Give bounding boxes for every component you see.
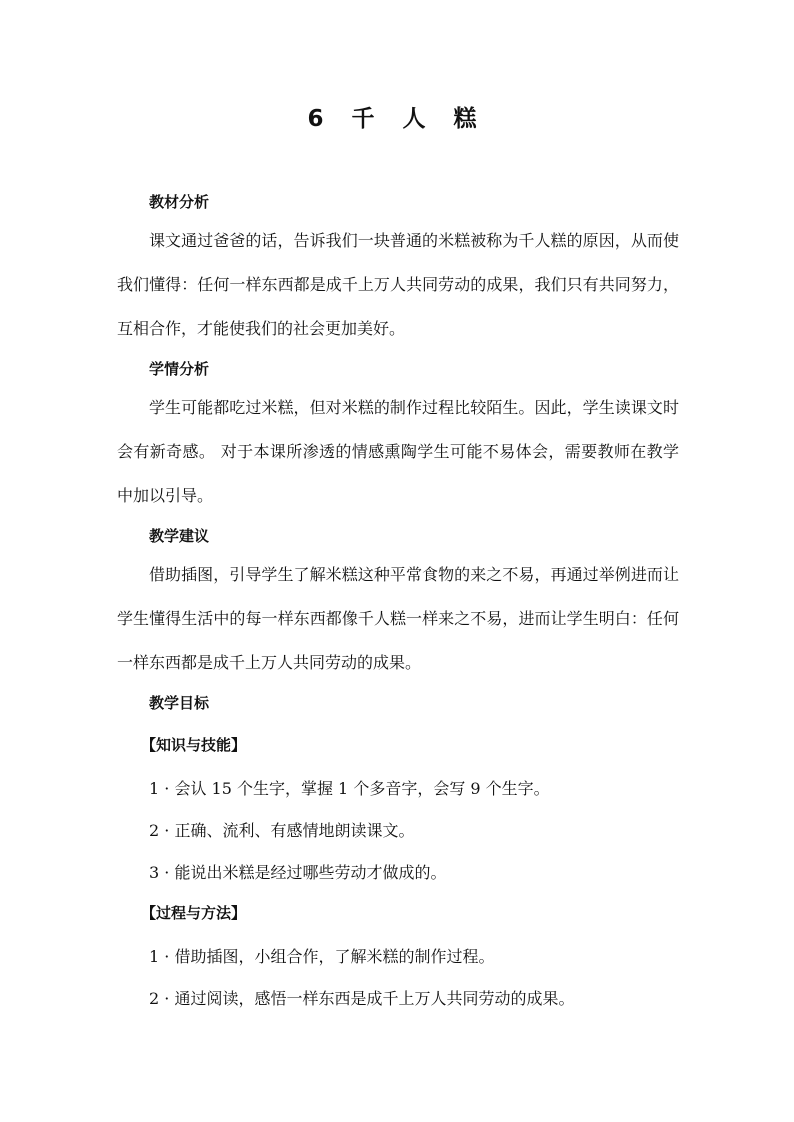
section-paragraph-student-analysis: 学生可能都吃过米糕，但对米糕的制作过程比较陌生。因此，学生读课文时会有新奇感。 对于本课所渗透的情感熏陶学生可能不易体会，需要教师在教学中加以引导。 [117, 398, 679, 505]
section-heading-student-analysis: 学情分析 [149, 360, 210, 378]
goal-item: 1 · 会认 15 个生字，掌握 1 个多音字，会写 9 个生字。 [149, 779, 550, 798]
goal-item: 2 · 正确、流利、有感情地朗读课文。 [149, 821, 415, 840]
goal-item: 2 · 通过阅读，感悟一样东西是成千上万人共同劳动的成果。 [149, 989, 575, 1008]
goal-group-label-knowledge: 【知识与技能】 [141, 736, 247, 754]
section-heading-teaching-goals: 教学目标 [149, 694, 210, 712]
goal-item: 1 · 借助插图，小组合作，了解米糕的制作过程。 [149, 947, 495, 966]
page-title: 6 千 人 糕 [307, 106, 487, 132]
section-heading-teaching-suggestion: 教学建议 [149, 527, 210, 545]
goal-group-label-process: 【过程与方法】 [141, 904, 247, 922]
goal-item: 3 · 能说出米糕是经过哪些劳动才做成的。 [149, 863, 447, 882]
section-paragraph-teaching-suggestion: 借助插图，引导学生了解米糕这种平常食物的来之不易，再通过举例进而让学生懂得生活中的每一样东西都像千人糕一样来之不易，进而让学生明白：任何一样东西都是成千上万人共同劳动的成果。 [117, 565, 679, 672]
section-heading-textbook-analysis: 教材分析 [149, 193, 210, 211]
section-paragraph-textbook-analysis: 课文通过爸爸的话，告诉我们一块普通的米糕被称为千人糕的原因，从而使我们懂得：任何一样东西都是成千上万人共同劳动的成果，我们只有共同努力，互相合作，才能使我们的社会更加美好。 [117, 231, 679, 338]
